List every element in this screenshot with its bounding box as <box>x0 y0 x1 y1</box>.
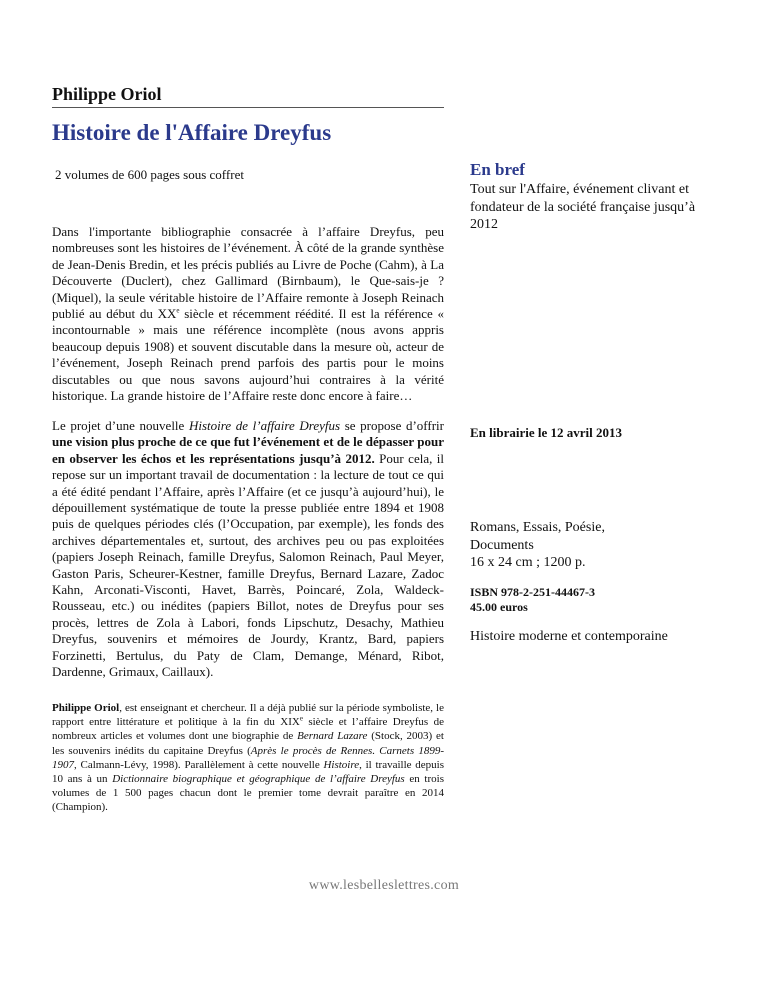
brief-heading: En bref <box>470 160 525 179</box>
isbn-price <box>470 585 720 615</box>
publisher-url[interactable]: www.lesbelleslettres.com <box>308 878 460 893</box>
genre-format <box>470 519 720 572</box>
intro-paragraph: Dans l'importante bibliographie consacrée à l’affaire Dreyfus, peu nombreuses sont les histoires de l’événement. À côté de la grande synthèse de Jean-Denis Bredin, et les précis publiés au Livre de Poche (Cahm), à La Découverte (Duclert), chez Gallimard (Birnbaum), le Que-sais-je ? (Miquel), la seule véritable histoire de l’Affaire remonte à Joseph Reinach publié au début du XXe siècle et récemment réédité. Il est la référence « incontournable » mais une référence incomplète (nous avons appris beaucoup depuis 1908) et souvent discutable dans la mesure où, acteur de l’événement, Joseph Reinach prend parfois des partis pour le moins discutables ou que nous savons aujourd’hui contraires à la vérité historique. La grande histoire de l’Affaire reste donc encore à faire… <box>52 224 445 404</box>
book-subtitle: 2 volumes de 600 pages sous coffret <box>55 167 244 182</box>
book-title: Histoire de l'Affaire Dreyfus <box>52 120 332 145</box>
project-paragraph: Le projet d’une nouvelle Histoire de l’affaire Dreyfus se propose d’offrir une vision plus proche de ce que fut l’événement et de le dépasser pour en observer les échos et les représentations jusqu’à 2012. Pour cela, il repose sur un important travail de documentation : la lecture de tout ce qui a été édité pendant l’Affaire, après l’Affaire (et ce jusqu’à aujourd’hui), le dépouillement systématique de toute la presse publiée entre 1894 et 1908 puis de quelques périodes clés (l’Occupation, par exemple), les fonds des archives départementales et, surtout, des archives peu ou pas exploitées (papiers Joseph Reinach, famille Dreyfus, Salomon Reinach, Paul Meyer, Gaston Paris, Scheurer-Kestner, famille Dreyfus, Bernard Lazare, Zadoc Kahn, Arconati-Visconti, Havet, Barrès, Poincaré, Zola, Waldeck-Rousseau, etc.) ou inédites (papiers Billot, notes de Dreyfus pour ses procès, lettres de Zola à Labori, fonds Lipschutz, Desachy, Mathieu Dreyfus, souvenirs et mémoires de Jourdy, Krantz, Bard, papiers Forzinetti, Bertulus, du Paty de Clam, Demange, Ménard, Ribot, Dardenne, Grimaux, Caillaux). <box>52 418 445 680</box>
price: 45.00 euros <box>470 600 528 614</box>
release-date: En librairie le 12 avril 2013 <box>470 425 623 440</box>
genre-line: Documents <box>470 537 534 553</box>
author-bio: Philippe Oriol, est enseignant et chercheur. Il a déjà publié sur la période symboliste, le rapport entre littérature et politique à la fin du XIXe siècle et l’affaire Dreyfus de nombreux articles et volumes dont une biographie de Bernard Lazare (Stock, 2003) et les souvenirs inédits du capitaine Dreyfus (Après le procès de Rennes. Carnets 1899-1907, Calmann-Lévy, 1998). Parallèlement à cette nouvelle Histoire, il travaille depuis 10 ans à un Dictionnaire biographique et géographique de l’affaire Dreyfus en trois volumes de 1 500 pages chacun dont le premier tome devrait paraître en 2014 (Champion). <box>52 702 444 814</box>
format-line: 16 x 24 cm ; 1200 p. <box>470 555 586 570</box>
author-name: Philippe Oriol <box>52 84 444 108</box>
brief-text: Tout sur l'Affaire, événement clivant et fondateur de la société française jusqu’à 2012 <box>470 182 696 232</box>
isbn: ISBN 978-2-251-44467-3 <box>470 585 595 599</box>
subject-category: Histoire moderne et contemporaine <box>470 629 668 644</box>
genre-line: Romans, Essais, Poésie, <box>470 520 605 535</box>
